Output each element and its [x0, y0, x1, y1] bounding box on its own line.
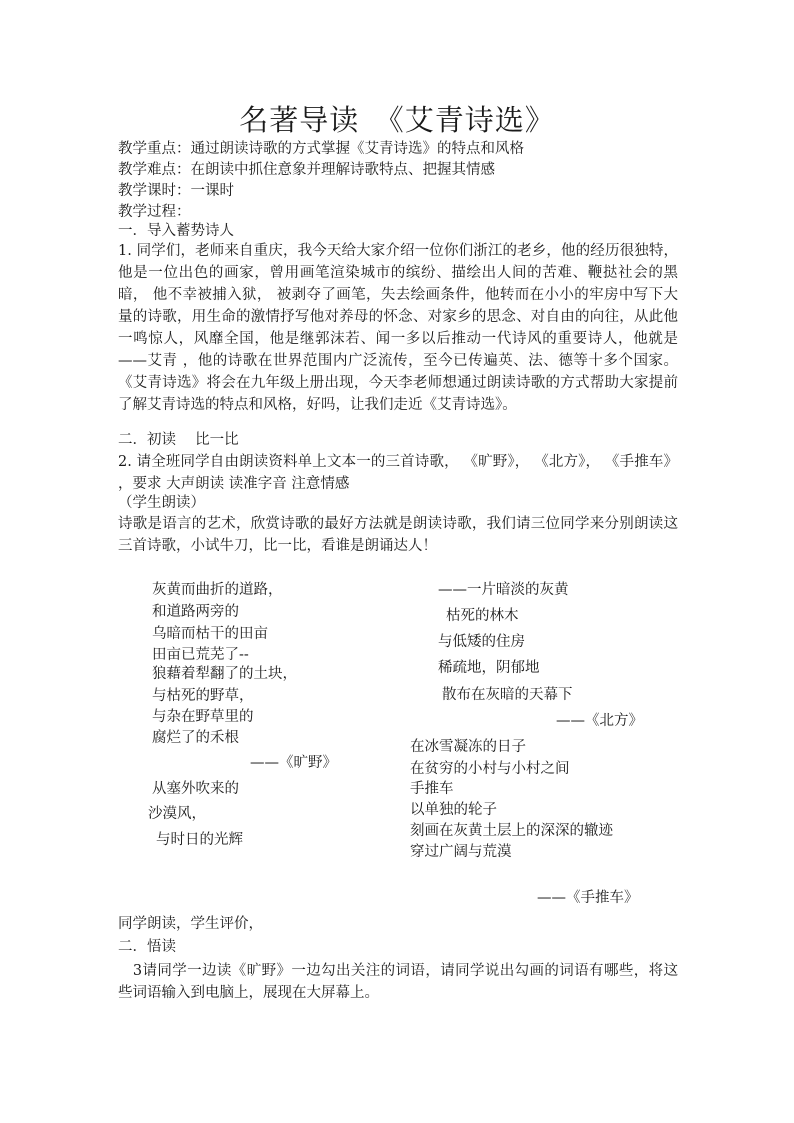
student-evaluation-line: 同学朗读，学生评价， [118, 916, 263, 932]
poem-left-line: 与杂在野草里的 [152, 709, 254, 725]
poem-right-line: 稀疏地，阴郁地 [438, 660, 540, 676]
document-title: 名著导读 《艾青诗选》 [239, 103, 555, 137]
poem-right-line: ——一片暗淡的灰黄 [438, 582, 569, 598]
poem-right-line: 手推车 [410, 781, 454, 797]
teaching-difficulty: 教学难点：在朗读中抓住意象并理解诗歌特点、把握其情感 [118, 162, 495, 178]
poem-right-line: 以单独的轮子 [410, 802, 497, 818]
poem-right-line: 在冰雪凝冻的日子 [410, 739, 526, 755]
students-read-note: （学生朗读） [118, 495, 205, 511]
poem-left-line: 和道路两旁的 [152, 604, 239, 620]
poem-right-line: 穿过广阔与荒漠 [410, 844, 512, 860]
poem-left-line: 狼藉着犁翻了的土块， [152, 666, 297, 682]
poem-right-line: 刻画在灰黄土层上的深深的辙迹 [410, 823, 613, 839]
poem-left-line: 与枯死的野草， [152, 688, 254, 704]
teaching-hours: 教学课时：一课时 [118, 183, 234, 199]
poem-right-line: 散布在灰暗的天幕下 [442, 687, 573, 703]
intro-paragraph: 1. 同学们，老师来自重庆，我今天给大家介绍一位你们浙江的老乡，他的经历很独特，他是一位出色的画家，曾用画笔渲染城市的缤纷、描绘出人间的苦难、鞭挞社会的黑暗， 他不幸被捕入狱， 被剥夺了画笔，失去绘画条件，他转而在小小的牢房中写下大量的诗歌，用生命的激情抒写他对养母的怀念、对家乡的思念、对自由的向往，从此他一鸣惊人，风靡全国，他是继郭沫若、闻一多以后推动一代诗风的重要诗人，他就是——艾青 ，他的诗歌在世界范围内广泛流传，至今已传遍英、法、德等十多个国家。 《艾青诗选》将会在九年级上册出现，今天李老师想通过朗读诗歌的方式帮助大家提前了解艾青诗选的特点和风格，好吗，让我们走近《艾青诗选》。 [118, 243, 678, 413]
poem-left-line: 从塞外吹来的 [152, 781, 239, 797]
teaching-focus: 教学重点：通过朗读诗歌的方式掌握《艾青诗选》的特点和风格 [118, 141, 524, 157]
poem-left-line: 沙漠风， [148, 806, 206, 822]
poem-title-beifang: ——《北方》 [556, 713, 643, 729]
teaching-process: 教学过程： [118, 204, 191, 220]
poem-title-shoutuiche: ——《手推车》 [537, 890, 639, 906]
poem-left-line: 田亩已荒芜了-- [152, 647, 249, 663]
section-1-heading: 一．导入蓄势诗人 [118, 223, 234, 239]
task-2-paragraph: 2. 请全班同学自由朗读资料单上文本一的三首诗歌， 《旷野》， 《北方》， 《手推车》 ，要求 大声朗读 读准字音 注意情感 [118, 454, 678, 492]
poem-left-line: 灰黄而曲折的道路， [152, 582, 283, 598]
poem-left-line: 腐烂了的禾根 [152, 730, 239, 746]
poem-title-kuangye: ——《旷野》 [250, 755, 337, 771]
task-3-paragraph: 3请同学一边读《旷野》一边勾出关注的词语，请同学说出勾画的词语有哪些，将这些词语输入到电脑上，展现在大屏幕上。 [118, 963, 678, 1001]
poem-right-line: 在贫穷的小村与小村之间 [410, 761, 570, 777]
section-3-heading: 二．悟读 [118, 939, 176, 955]
poetry-paragraph: 诗歌是语言的艺术，欣赏诗歌的最好方法就是朗读诗歌，我们请三位同学来分别朗读这三首诗歌，小试牛刀，比一比，看谁是朗诵达人！ [118, 516, 678, 554]
section-2-heading: 二．初读 比一比 [118, 432, 239, 448]
poem-left-line: 与时日的光辉 [156, 832, 243, 848]
poem-right-line: 与低矮的住房 [438, 634, 525, 650]
poem-left-line: 乌暗而枯干的田亩 [152, 626, 268, 642]
poem-right-line: 枯死的林木 [446, 608, 519, 624]
